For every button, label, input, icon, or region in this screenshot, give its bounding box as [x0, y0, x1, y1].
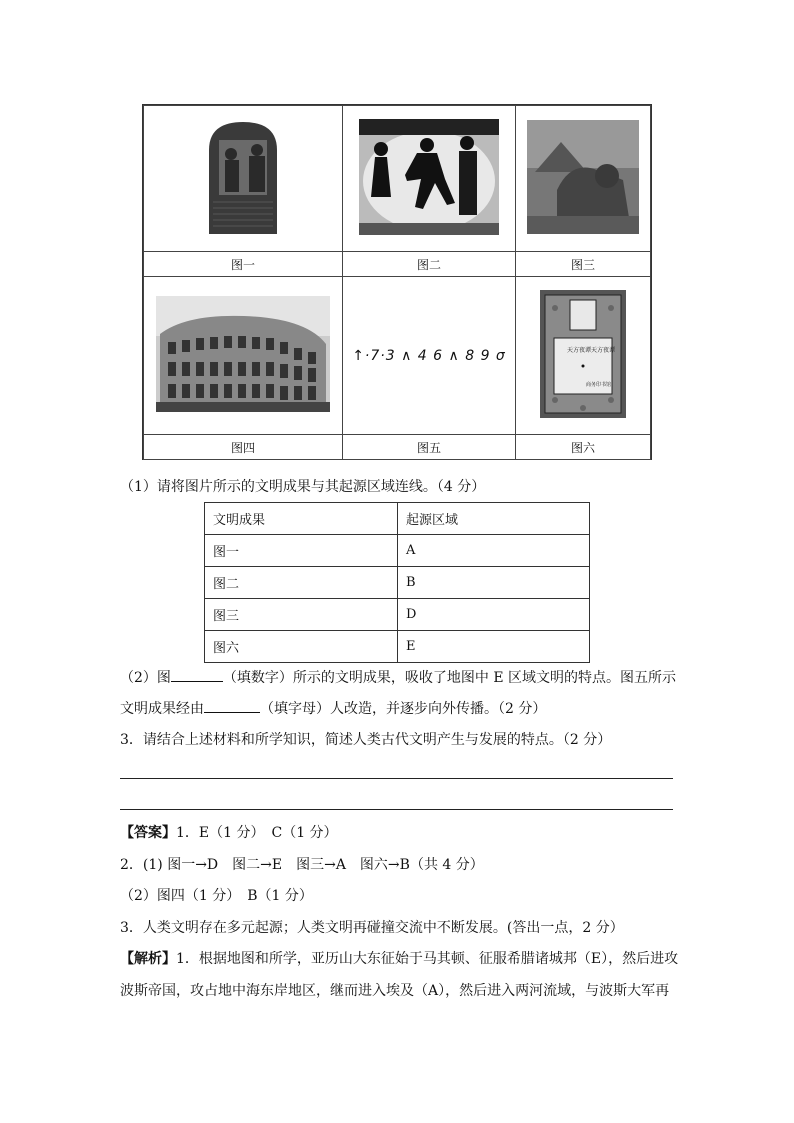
figure-2-cell [343, 106, 516, 252]
figure-3-caption: 图三 [516, 252, 651, 277]
q2-2-text-d: （填字母）人改造，并逐步向外传播。（2 分） [260, 701, 547, 717]
figure-6-publisher: 商务印书馆 [586, 381, 612, 388]
analysis-label: 【解析】 [120, 951, 176, 967]
answer-label: 【答案】 [120, 825, 176, 841]
figure-5-script-glyphs: ↑·7·3 ∧ 4 6 ∧ 8 9 σ [352, 347, 506, 364]
figure-6-caption: 图六 [516, 435, 651, 460]
header-origin-region: 起源区域 [398, 503, 590, 535]
figure-5-caption: 图五 [343, 435, 516, 460]
figure-grid [142, 104, 652, 460]
figure-1-image [199, 120, 287, 234]
answer-line-1[interactable] [120, 778, 673, 779]
table-cell: B [398, 567, 590, 599]
fill-blank-letter[interactable] [204, 698, 260, 713]
question-2-2-line1 [120, 667, 676, 688]
figure-4-cell [144, 277, 343, 435]
analysis-line-a [120, 949, 678, 969]
figure-1-caption: 图一 [144, 252, 343, 277]
analysis-text-2: 波斯帝国，攻占地中海东岸地区，继而进入埃及（A），然后进入两河流域，与波斯大军再 [120, 983, 670, 999]
answer-text-3: （2）图四（1 分） B（1 分） [120, 888, 313, 904]
table-row [205, 535, 590, 567]
table-cell: 图二 [205, 567, 398, 599]
q2-2-text-c: 文明成果经由 [120, 701, 204, 717]
table-cell: 图三 [205, 599, 398, 631]
figure-2-image [359, 119, 499, 235]
figure-6-cell [516, 277, 651, 435]
answer-line-2[interactable] [120, 809, 673, 810]
answer-line-a [120, 823, 338, 843]
figure-5-cell [343, 277, 516, 435]
question-2-2-line2 [120, 698, 546, 719]
matching-table [204, 502, 590, 663]
table-cell: A [398, 535, 590, 567]
analysis-text-1: 1．根据地图和所学，亚历山大东征始于马其顿、征服希腊诸城邦（E），然后进攻 [176, 951, 679, 967]
figure-1-cell [144, 106, 343, 252]
figure-6-title-left: 天方夜谭 [567, 346, 592, 354]
fill-blank-number[interactable] [171, 667, 223, 682]
table-row [205, 567, 590, 599]
figure-3-cell [516, 106, 651, 252]
table-cell: 图一 [205, 535, 398, 567]
answer-text-2: 2．(1) 图一→D 图二→E 图三→A 图六→B（共 4 分） [120, 857, 484, 873]
figure-3-image [527, 120, 639, 234]
answer-text-1: 1．E（1 分） C（1 分） [176, 825, 338, 841]
question-2-1: （1）请将图片所示的文明成果与其起源区域连线。（4 分） [120, 479, 486, 495]
figure-4-image [156, 296, 330, 412]
figure-2-caption: 图二 [343, 252, 516, 277]
table-cell: 图六 [205, 631, 398, 663]
figure-4-caption: 图四 [144, 435, 343, 460]
header-achievement: 文明成果 [205, 503, 398, 535]
answer-text-4: 3．人类文明存在多元起源；人类文明再碰撞交流中不断发展。(答出一点，2 分） [120, 920, 624, 936]
question-3: 3．请结合上述材料和所学知识，简述人类古代文明产生与发展的特点。（2 分） [120, 732, 612, 748]
table-cell: D [398, 599, 590, 631]
q2-2-text-b: （填数字）所示的文明成果，吸收了地图中 E 区域文明的特点。图五所示 [222, 670, 677, 686]
figure-6-image [540, 290, 626, 418]
table-row [205, 599, 590, 631]
table-cell: E [398, 631, 590, 663]
table-row [205, 631, 590, 663]
q2-2-text-a: （2）图 [120, 670, 171, 686]
figure-6-title-right: 天方夜谭 [591, 346, 616, 354]
table-header-row [205, 503, 590, 535]
